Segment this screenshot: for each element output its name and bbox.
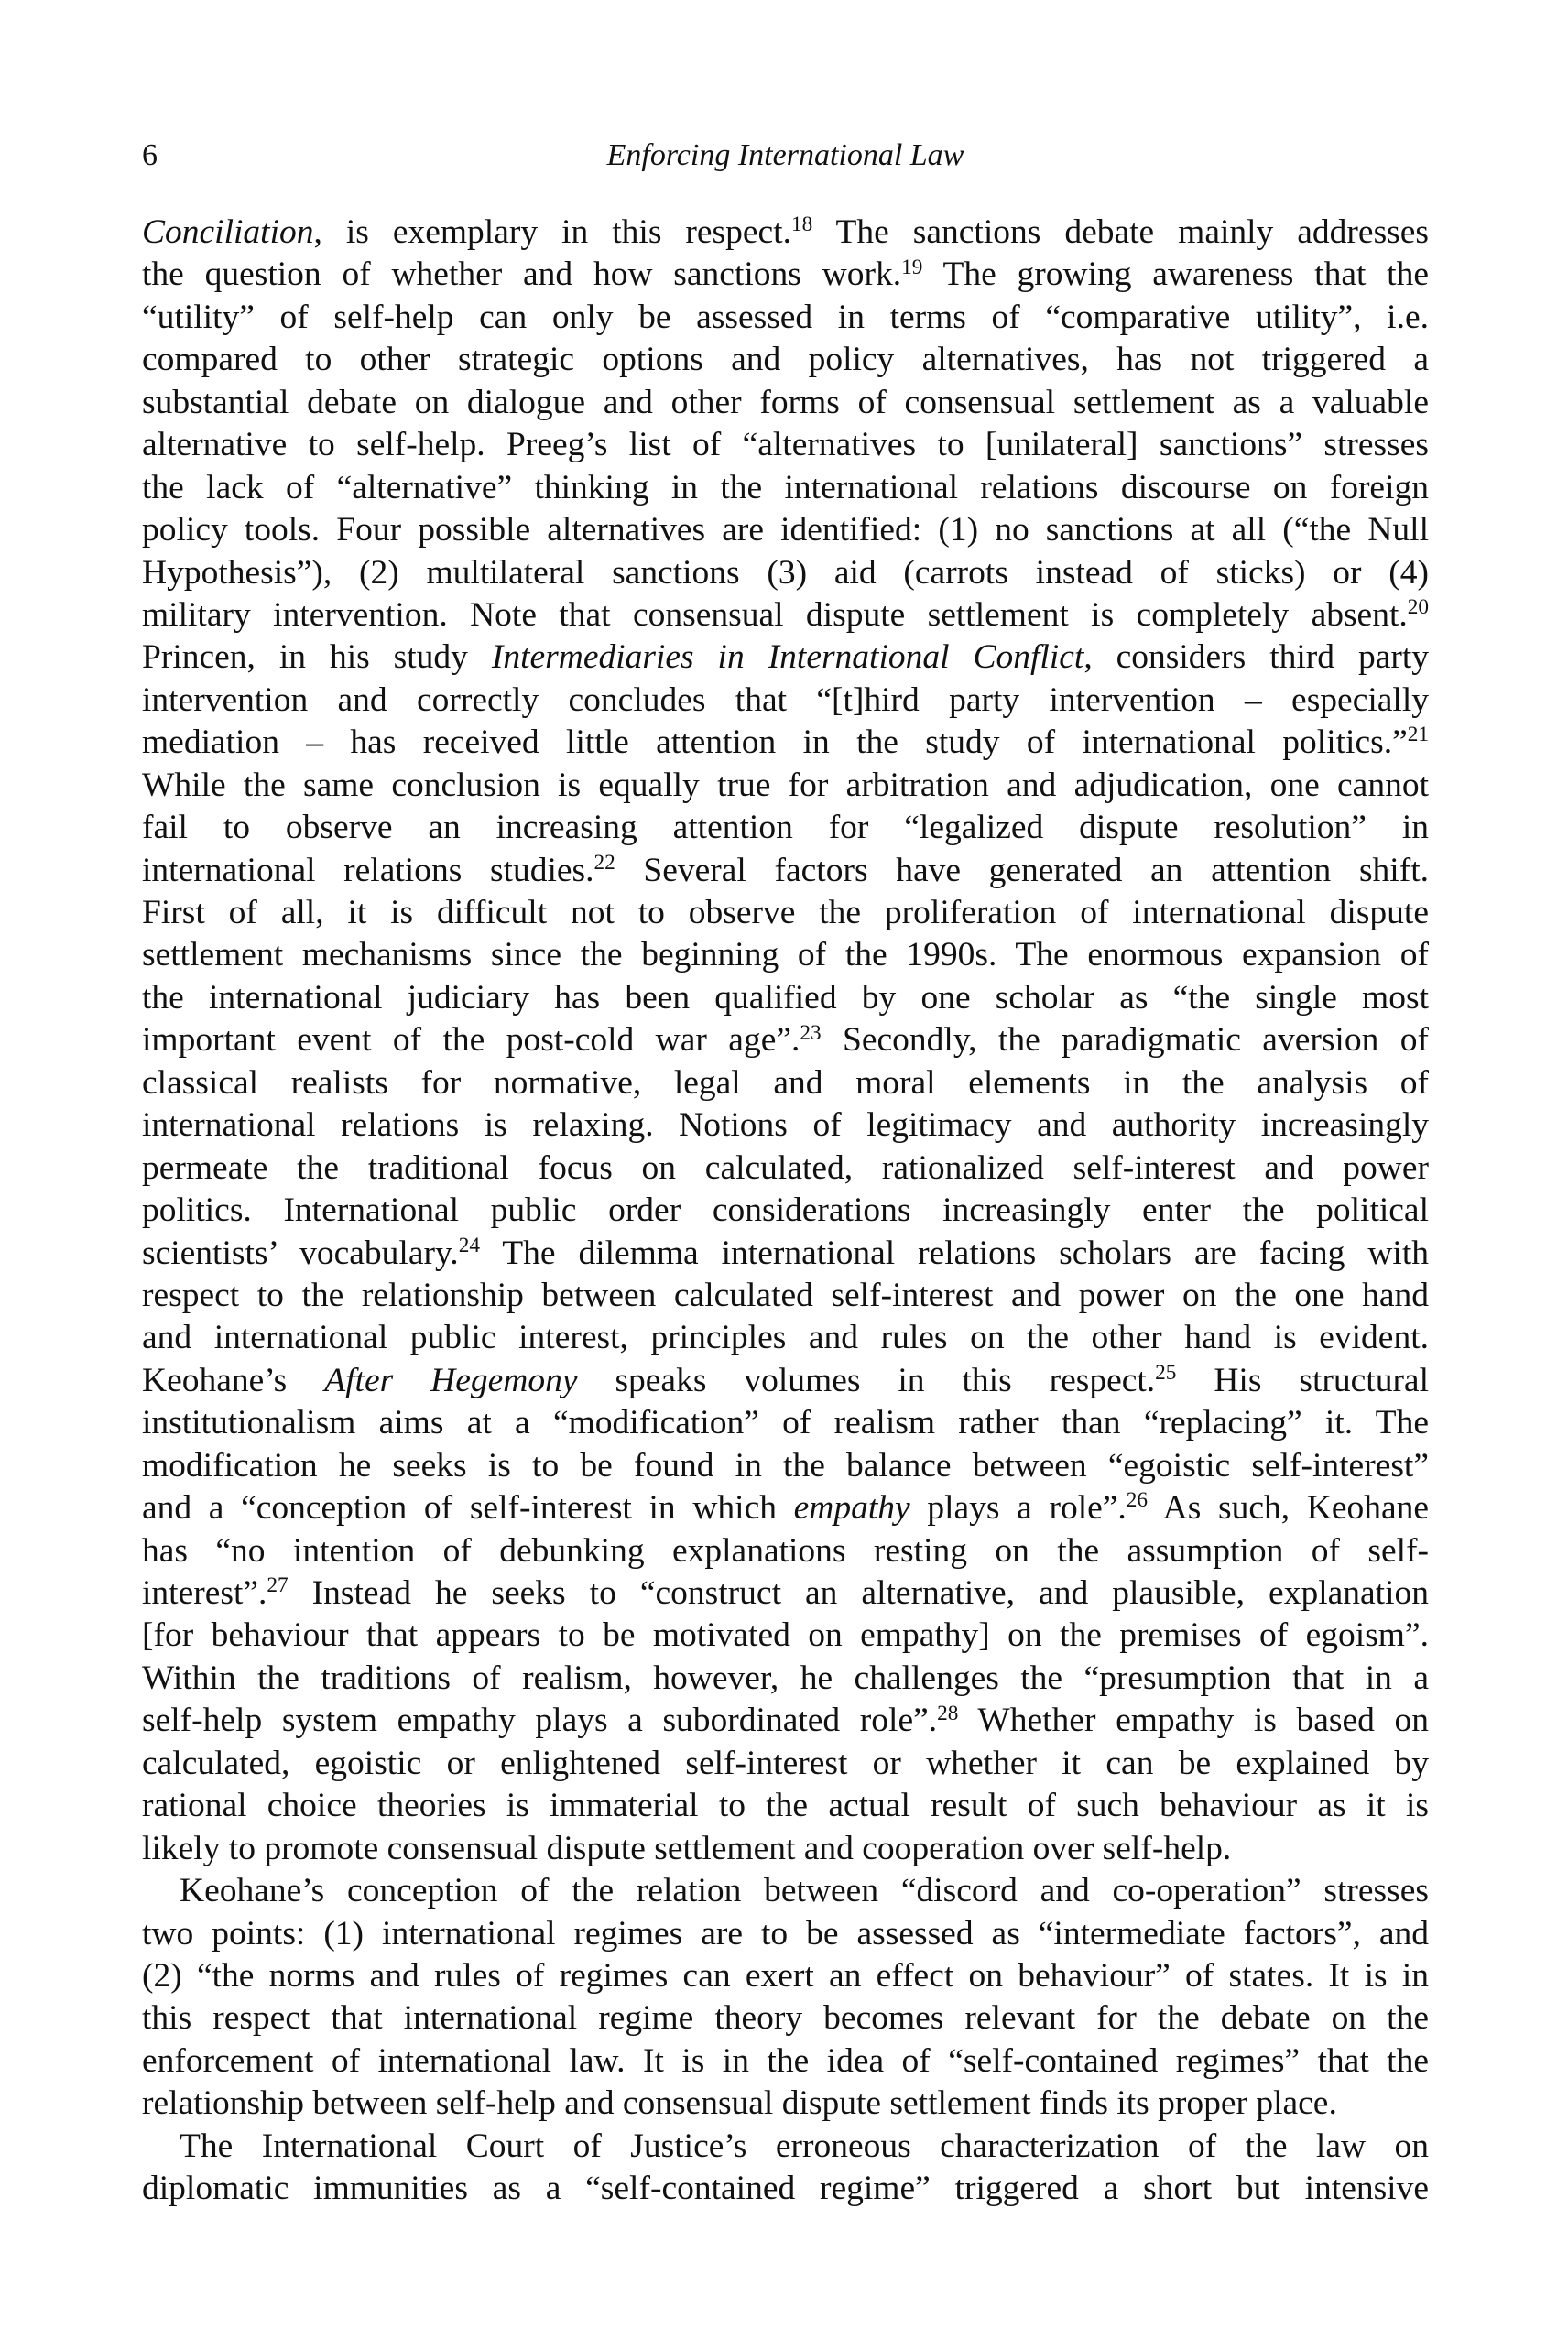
text-segment: First of all, it is difficult not to observe the proliferation of international dispute (142, 894, 1429, 931)
text-line (142, 1148, 1429, 1190)
text-segment: and a “conception of self-interest in which (142, 1489, 794, 1528)
text-line (142, 1019, 1429, 1061)
text-segment: (2) “the norms and rules of regimes can exert an effect on behaviour” of states. It is in (142, 1956, 1429, 1995)
text-line (142, 1317, 1429, 1359)
text-segment: Keohane’s (142, 1361, 325, 1399)
text-segment: two points: (1) international regimes are to be assessed as “intermediate factors”, and (142, 1914, 1429, 1953)
text-line (142, 297, 1429, 339)
text-line (142, 680, 1429, 722)
text-segment: military intervention. Note that consensual dispute settlement is completely absent. (142, 595, 1408, 634)
text-line (142, 1828, 1429, 1870)
text-segment: and international public interest, principles and rules on the other hand is evident. (142, 1319, 1429, 1357)
text-segment: The dilemma international relations scholars are facing with (479, 1234, 1430, 1272)
text-line (142, 2040, 1429, 2083)
text-line (142, 1275, 1429, 1317)
text-segment: the lack of “alternative” thinking in the international relations discourse on foreign (142, 468, 1429, 506)
running-header (142, 130, 1429, 181)
text-segment: rational choice theories is immaterial to the actual result of such behaviour as it is (142, 1787, 1429, 1825)
text-line (142, 509, 1429, 551)
text-line (142, 467, 1429, 509)
text-line (142, 1913, 1429, 1955)
text-line (142, 594, 1429, 636)
text-line (142, 1743, 1429, 1785)
text-segment: The International Court of Justice’s erroneous characterization of the law on (180, 2127, 1429, 2165)
text-line (142, 636, 1429, 679)
footnote-marker: 24 (458, 1233, 480, 1257)
text-line (142, 1445, 1429, 1487)
text-segment: Instead he seeks to “construct an alternative, and plausible, explanation (288, 1574, 1429, 1612)
text-line (142, 977, 1429, 1019)
text-line (142, 1785, 1429, 1827)
text-line (142, 2168, 1429, 2210)
text-segment: intervention and correctly concludes that “[t]hird party intervention – especially (142, 680, 1429, 719)
body-text (142, 212, 1429, 2211)
text-line (142, 2126, 1429, 2168)
text-segment: substantial debate on dialogue and other forms of consensual settlement as a valuable (142, 383, 1429, 421)
footnote-marker: 21 (1407, 723, 1429, 747)
text-line (142, 1062, 1429, 1104)
text-segment: classical realists for normative, legal and moral elements in the analysis of (142, 1063, 1429, 1102)
text-segment: enforcement of international law. It is in the idea of “self-contained regimes” that the (142, 2041, 1429, 2080)
running-title: Enforcing International Law (606, 138, 964, 172)
text-line (142, 1402, 1429, 1444)
text-line (142, 382, 1429, 424)
text-line (142, 339, 1429, 381)
text-segment: fail to observe an increasing attention for “legalized dispute resolution” in (142, 809, 1429, 847)
text-segment: settlement mechanisms since the beginning of the 1990s. The enormous expansion of (142, 936, 1429, 974)
text-segment: policy tools. Four possible alternatives are identified: (1) no sanctions at all (“the Null (142, 511, 1429, 549)
footnote-marker: 22 (593, 850, 615, 875)
text-segment: Within the traditions of realism, however, he challenges the “presumption that in a (142, 1659, 1429, 1697)
text-segment: “utility” of self-help can only be assessed in terms of “comparative utility”, i.e. (142, 298, 1429, 336)
text-segment: [for behaviour that appears to be motivated on empathy] on the premises of egoism”. (142, 1616, 1429, 1655)
text-segment: As such, Keohane (1148, 1489, 1430, 1528)
italic-text: Conciliation (142, 213, 314, 251)
text-segment: diplomatic immunities as a “self-contained regime” triggered a short but intensive (142, 2170, 1429, 2208)
text-segment: Princen, in his study (142, 638, 492, 677)
text-line (142, 765, 1429, 807)
text-segment: permeate the traditional focus on calculated, rationalized self-interest and power (142, 1148, 1429, 1187)
text-segment: His structural (1176, 1361, 1429, 1399)
footnote-marker: 20 (1407, 595, 1429, 620)
text-line (142, 850, 1429, 892)
text-line (142, 1615, 1429, 1657)
text-segment: alternative to self-help. Preeg’s list of “alternatives to [unilateral] sanctions” stresses (142, 426, 1429, 464)
text-line (142, 1190, 1429, 1232)
text-segment: plays a role”. (909, 1489, 1127, 1528)
text-line (142, 1870, 1429, 1912)
footnote-marker: 19 (901, 255, 923, 279)
text-segment: Secondly, the paradigmatic aversion of (821, 1021, 1429, 1060)
footnote-marker: 27 (267, 1573, 289, 1598)
text-line (142, 1530, 1429, 1572)
text-segment: this respect that international regime theory becomes relevant for the debate on the (142, 1999, 1429, 2038)
text-segment: international relations is relaxing. Notions of legitimacy and authority increasingly (142, 1106, 1429, 1145)
text-segment: mediation – has received little attention in the study of international politics.” (142, 723, 1408, 762)
text-line (142, 2083, 1429, 2125)
text-segment: compared to other strategic options and policy alternatives, has not triggered a (142, 341, 1429, 379)
text-segment: likely to promote consensual dispute settlement and cooperation over self-help. (142, 1829, 1232, 1867)
footnote-marker: 23 (800, 1020, 822, 1045)
italic-text: After Hegemony (324, 1361, 578, 1399)
text-segment: the international judiciary has been qualified by one scholar as “the single most (142, 978, 1429, 1017)
text-segment: The sanctions debate mainly addresses (812, 213, 1429, 251)
text-segment: relationship between self-help and consensual dispute settlement finds its proper place. (142, 2084, 1337, 2123)
text-segment: Several factors have generated an attention shift. (615, 851, 1429, 889)
text-line (142, 1572, 1429, 1615)
italic-text: empathy (793, 1489, 910, 1528)
text-segment: , considers third party (1083, 638, 1429, 677)
text-segment: , is exemplary in this respect. (313, 213, 791, 251)
text-segment: calculated, egoistic or enlightened self-interest or whether it can be explained by (142, 1744, 1429, 1782)
text-segment: self-help system empathy plays a subordinated role”. (142, 1702, 938, 1740)
text-line (142, 424, 1429, 466)
text-segment: institutionalism aims at a “modification” of realism rather than “replacing” it. The (142, 1404, 1429, 1442)
footnote-marker: 25 (1155, 1361, 1177, 1386)
text-segment: interest”. (142, 1574, 267, 1612)
text-segment: international relations studies. (142, 851, 594, 889)
text-segment: important event of the post-cold war age”. (142, 1021, 800, 1060)
text-line (142, 1955, 1429, 1997)
text-line (142, 552, 1429, 594)
text-segment: respect to the relationship between calculated self-interest and power on the one hand (142, 1276, 1429, 1314)
page-number: 6 (142, 138, 158, 172)
text-segment: While the same conclusion is equally true for arbitration and adjudication, one cannot (142, 766, 1429, 804)
text-line (142, 1700, 1429, 1742)
text-line (142, 1487, 1429, 1529)
text-segment: Hypothesis”), (2) multilateral sanctions (3) aid (carrots instead of sticks) or (4) (142, 553, 1429, 592)
text-segment: has “no intention of debunking explanations resting on the assumption of self- (142, 1531, 1429, 1570)
text-segment: politics. International public order considerations increasingly enter the political (142, 1191, 1429, 1230)
text-line (142, 212, 1429, 254)
text-line (142, 1104, 1429, 1147)
text-segment: modification he seeks is to be found in the balance between “egoistic self-interest” (142, 1446, 1429, 1485)
text-line (142, 1360, 1429, 1402)
text-line (142, 254, 1429, 296)
italic-text: Intermediaries in International Conflict (491, 638, 1084, 677)
text-line (142, 722, 1429, 764)
text-line (142, 1997, 1429, 2040)
footnote-marker: 18 (790, 212, 813, 237)
text-segment: the question of whether and how sanctions work. (142, 256, 902, 294)
text-segment: Whether empathy is based on (958, 1702, 1429, 1740)
text-segment: Keohane’s conception of the relation between “discord and co-operation” stresses (180, 1872, 1429, 1910)
footnote-marker: 26 (1126, 1488, 1149, 1513)
footnote-marker: 28 (937, 1701, 959, 1725)
text-segment: scientists’ vocabulary. (142, 1234, 459, 1272)
text-segment: The growing awareness that the (922, 256, 1429, 294)
text-line (142, 807, 1429, 849)
text-line (142, 892, 1429, 934)
text-segment: speaks volumes in this respect. (577, 1361, 1156, 1399)
text-line (142, 1233, 1429, 1275)
text-line (142, 1658, 1429, 1700)
text-line (142, 934, 1429, 976)
